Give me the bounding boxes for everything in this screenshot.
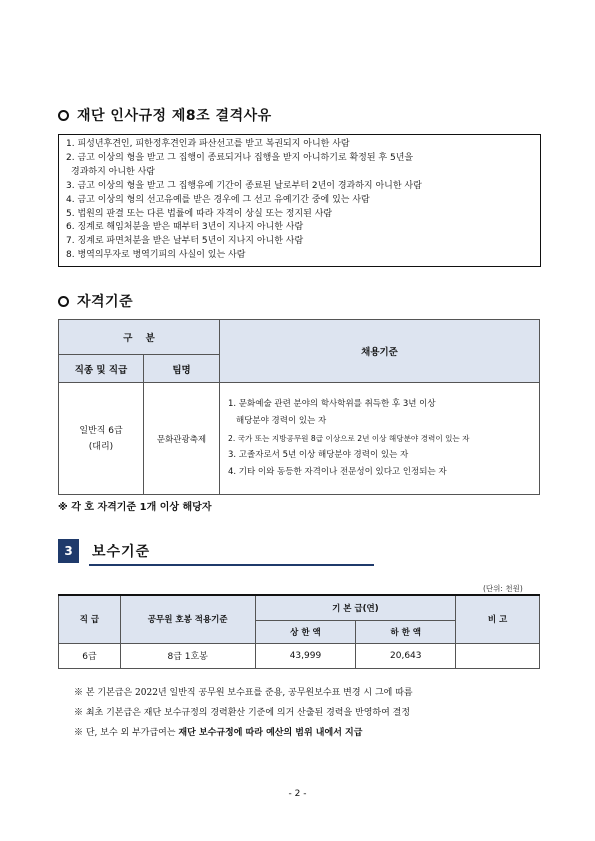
section3-underline: [89, 564, 374, 566]
disqualification-item: 경과하지 아니한 사람: [71, 166, 155, 177]
qualification-note: ※ 각 호 자격기준 1개 이상 해당자: [58, 502, 212, 513]
salary-table: [58, 594, 540, 669]
salary-notes: [74, 683, 413, 743]
header-job: 직종 및 직급: [59, 355, 144, 383]
section3-title: 보수기준: [92, 544, 151, 560]
header-standard: 공무원 호봉 적용기준: [120, 595, 255, 643]
page-number: - 2 -: [288, 789, 307, 799]
criteria-item: 4. 기타 이와 동등한 자격이나 전문성이 있다고 인정되는 자: [228, 467, 447, 477]
job-title: (대리): [88, 441, 114, 452]
salary-note: ※ 본 기본급은 2022년 일반직 공무원 보수표를 준용, 공무원보수표 변경 시 그에 따름: [74, 688, 413, 698]
job-grade: 일반직 6급: [79, 425, 123, 436]
salary-grade: 6급: [59, 643, 121, 668]
header-group: 구 분: [59, 320, 220, 355]
disqualification-item: 7. 징계로 파면처분을 받은 날부터 5년이 지나지 아니한 사람: [66, 236, 304, 247]
salary-note: [74, 723, 413, 743]
header-criteria: 채용기준: [220, 320, 540, 383]
disqualification-item: 3. 금고 이상의 형을 받고 그 집행유예 기간이 종료된 날로부터 2년이 경과하지 아니한 사람: [66, 180, 422, 191]
salary-remark: [456, 643, 540, 668]
salary-note-emphasis: 재단 보수규정에 따라 예산의 범위 내에서 지급: [178, 728, 363, 738]
section2-title: 자격기준: [77, 294, 134, 310]
team-name: 문화관광축제: [144, 383, 220, 495]
header-team: 팀명: [144, 355, 220, 383]
criteria-item: 해당분야 경력이 있는 자: [236, 416, 327, 426]
header-lower: 하 한 액: [356, 620, 456, 643]
criteria-cell: [220, 383, 540, 495]
disqualification-item: 6. 징계로 해임처분을 받은 때부터 3년이 지나지 아니한 사람: [66, 222, 304, 233]
salary-lower: 20,643: [356, 643, 456, 668]
disqualification-item: 5. 법원의 판결 또는 다른 법률에 따라 자격이 상실 또는 정지된 사람: [66, 208, 333, 219]
disqualification-item: 4. 금고 이상의 형의 선고유예를 받은 경우에 그 선고 유예기간 중에 있는 사람: [66, 194, 370, 205]
unit-label: (단위: 천원): [483, 584, 523, 593]
header-base-salary: 기 본 급(연): [255, 595, 456, 620]
disqualification-item: 8. 병역의무자로 병역기피의 사실이 있는 사람: [66, 250, 246, 261]
qualification-table: [58, 319, 540, 495]
disqualification-item: 1. 피성년후견인, 피한정후견인과 파산선고를 받고 복권되지 아니한 사람: [66, 139, 350, 149]
header-upper: 상 한 액: [255, 620, 356, 643]
circle-bullet-icon: [58, 110, 69, 121]
criteria-item: 2. 국가 또는 지방공무원 8급 이상으로 2년 이상 해당분야 경력이 있는 자: [228, 434, 470, 443]
job-grade-cell: [59, 383, 144, 495]
salary-note: ※ 최초 기본급은 재단 보수규정의 경력환산 기준에 의거 산출된 경력을 반영하여 결정: [74, 708, 411, 718]
section1-heading: [58, 105, 272, 125]
header-remark: 비 고: [456, 595, 540, 643]
section3-heading: [58, 539, 150, 563]
header-grade: 직 급: [59, 595, 121, 643]
criteria-item: 3. 고졸자로서 5년 이상 해당분야 경력이 있는 자: [228, 450, 409, 460]
section-number-badge: 3: [58, 539, 79, 563]
circle-bullet-icon: [58, 296, 69, 307]
section1-title: 재단 인사규정 제8조 결격사유: [77, 108, 272, 124]
salary-upper: 43,999: [255, 643, 356, 668]
section2-heading: [58, 291, 133, 311]
disqualification-item: 2. 금고 이상의 형을 받고 그 집행이 종료되거나 집행을 받지 아니하기로 확정된 후 5년을: [66, 152, 414, 163]
disqualification-box: [58, 134, 541, 267]
salary-standard: 8급 1호봉: [120, 643, 255, 668]
criteria-item: 1. 문화예술 관련 분야의 학사학위를 취득한 후 3년 이상: [228, 399, 436, 409]
salary-note-prefix: ※ 단, 보수 외 부가급여는: [74, 728, 179, 738]
